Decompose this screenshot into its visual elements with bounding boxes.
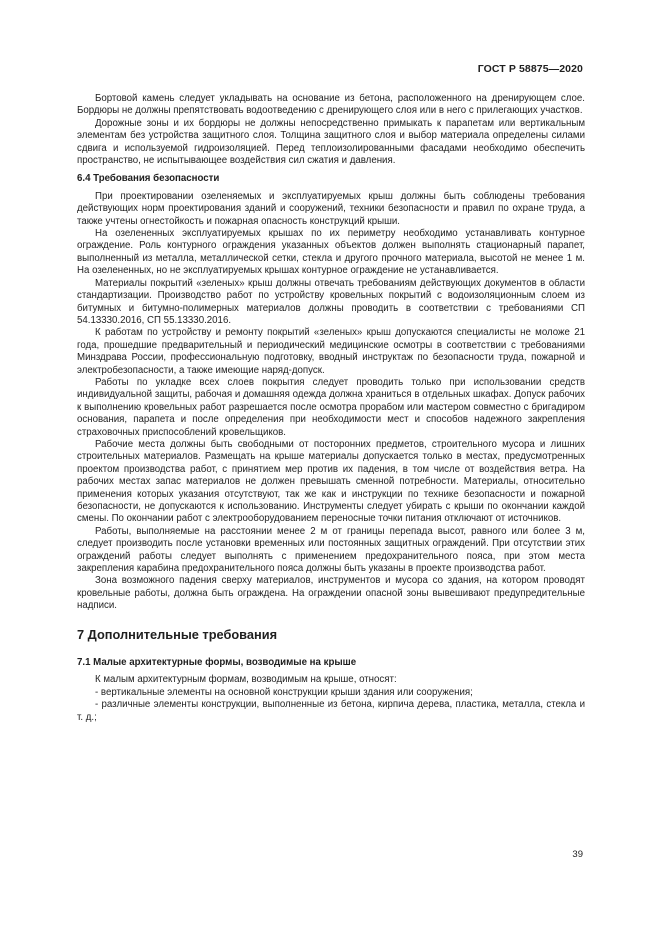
section-heading-7: 7 Дополнительные требования <box>77 626 278 642</box>
list-item: - вертикальные элементы на основной конструкции крыши здания или сооружения; <box>95 686 473 698</box>
paragraph: На озелененных эксплуатируемых крышах по их периметру необходимо устанавливать контурное ограждение. Роль контурного ограждения указанных объектов должен выполнять стационарный парапет, выполненный из металла, металлической сетки, стекла и другого прочного материала, высотой не менее 1 м. На озелененных, но не эксплуатируемых крышах контурное ограждение не устанавливается. <box>77 228 585 277</box>
paragraph: Зона возможного падения сверху материалов, инструментов и мусора со здания, на котором проводят кровельные работы, должна быть ограждена. На ограждении опасной зоны вывешивают предупредительные надписи. <box>77 575 585 612</box>
paragraph: Бортовой камень следует укладывать на основание из бетона, расположенного на дренирующем слое. Бордюры не должны препятствовать водоотведению с дренирующего слоя или в него с прилегающих участков. <box>77 93 585 117</box>
paragraph: К работам по устройству и ремонту покрытий «зеленых» крыш допускаются специалисты не моложе 21 года, прошедшие предварительный и периодический медицинские осмотры в соответствии с требованиями Минздрава России, профессиональную подготовку, вводный инструктаж по безопасности труда, пожарной и электробезопасности, а также имеющие наряд-допуск. <box>77 327 585 376</box>
list-item: - различные элементы конструкции, выполненные из бетона, кирпича дерева, пластика, металла, стекла и т. д.; <box>77 699 585 723</box>
intro-block <box>77 93 585 167</box>
section-6-4-body <box>77 191 585 613</box>
section-7-1-body <box>77 674 585 724</box>
paragraph: Работы, выполняемые на расстоянии менее 2 м от границы перепада высот, равного или более 3 м, следует производить после установки временных или постоянных защитных ограждений. При отсутствии этих ограждений работы следует выполнять с применением предохранительного пояса, при этом места закрепления карабина предохранительного пояса должны быть указаны в проекте производства работ. <box>77 525 585 575</box>
paragraph: Материалы покрытий «зеленых» крыш должны отвечать требованиям действующих документов в области стандартизации. Производство работ по устройству кровельных покрытий с водоизоляционным слоем из битумных и битумно-полимерных материалов должны проводить в соответствии с требованиями СП 54.13330.2016, СП 55.13330.2016. <box>77 277 585 326</box>
document-header: ГОСТ Р 58875—2020 <box>477 63 583 75</box>
section-heading-7-1: 7.1 Малые архитектурные формы, возводимые на крыше <box>77 657 357 669</box>
paragraph: При проектировании озеленяемых и эксплуатируемых крыш должны быть соблюдены требования действующих норм проектирования зданий и сооружений, техники безопасности и правил по охране труда, а также учтены огнестойкость и пожарная опасность конструкций крыши. <box>77 190 585 227</box>
paragraph: Работы по укладке всех слоев покрытия следует проводить только при использовании средств индивидуальной защиты, рабочая и домашняя одежда должна храниться в отдельных шкафах. Допуск рабочих к выполнению кровельных работ разрешается после осмотра прорабом или мастером совместно с бригадиром основания, парапета и после определения при необходимости мест и способов надежного закрепления страховочных приспособлений кровельщиков. <box>77 376 585 438</box>
section-heading-6-4: 6.4 Требования безопасности <box>77 173 220 185</box>
paragraph: К малым архитектурным формам, возводимым на крыше, относят: <box>95 674 397 686</box>
page-number: 39 <box>572 849 583 860</box>
paragraph: Дорожные зоны и их бордюры не должны непосредственно примыкать к парапетам или вертикальным элементам без устройства защитного слоя. Толщина защитного слоя и выбор материала определены силами сдвига и используемой гидроизоляцией. Перед теплоизолированными фасадами необходимо обеспечить пространство, не испытывающее воздействия сил сжатия и давления. <box>77 117 585 167</box>
document-body <box>77 93 585 724</box>
paragraph: Рабочие места должны быть свободными от посторонних предметов, строительного мусора и лишних строительных материалов. Размещать на крыше материалы допускается только в местах, предусмотренных проектом производства работ, с принятием мер против их падения, в том числе от воздействия ветра. На рабочих местах запас материалов не должен превышать сменной потребности. Материалы, относительно применения которых указания отсутствуют, так же как и инструкции по технике безопасности и пожарной безопасности, не допускаются к использованию. Инструменты следует убирать с крыши по окончании каждой смены. По окончании работ с электрооборудованием переносные точки питания отключают от источников. <box>77 438 585 525</box>
